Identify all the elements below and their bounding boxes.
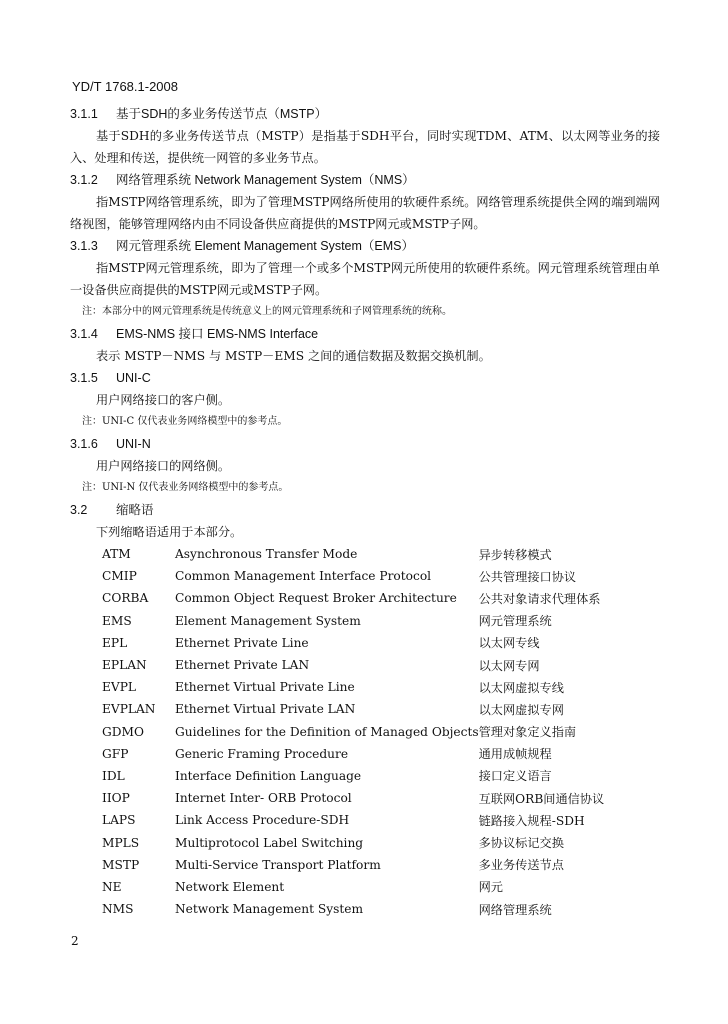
- abbreviation-term: IDL: [102, 768, 125, 783]
- abbreviation-chinese: 通用成帧规程: [478, 747, 552, 762]
- term-title: UNI-N: [116, 437, 151, 451]
- term-title: 网络管理系统 Network Management System（NMS）: [116, 173, 415, 187]
- abbreviation-term: EPLAN: [102, 658, 147, 673]
- abbreviation-chinese: 异步转移模式: [478, 547, 552, 562]
- abbreviation-term: CMIP: [102, 569, 137, 584]
- term-3-1-4: [70, 323, 660, 367]
- term-note: 注：UNI-C 仅代表业务网络模型中的参考点。: [82, 416, 288, 427]
- abbreviation-term: NE: [102, 879, 122, 894]
- abbreviation-term: MPLS: [102, 835, 140, 850]
- abbreviation-term: EMS: [102, 613, 132, 628]
- abbreviation-chinese: 网元: [478, 880, 503, 895]
- abbreviation-english: Interface Definition Language: [175, 768, 362, 783]
- term-title: 基于SDH的多业务传送节点（MSTP）: [116, 107, 328, 121]
- abbreviation-chinese: 以太网专线: [478, 636, 540, 651]
- section-title: 缩略语: [116, 503, 154, 517]
- page-content: [70, 103, 660, 920]
- abbreviation-row: [102, 654, 604, 676]
- term-definition: 指MSTP网络管理系统，即为了管理MSTP网络所使用的软硬件系统。网络管理系统提供全网的端到端网络视图，能够管理网络内由不同设备供应商提供的MSTP网元或MSTP子网。: [70, 195, 660, 231]
- section-heading: [70, 499, 660, 521]
- abbreviation-row: [102, 765, 604, 787]
- abbreviation-term: EVPL: [102, 680, 136, 695]
- term-note: 注：UNI-N 仅代表业务网络模型中的参考点。: [82, 482, 289, 493]
- abbreviation-row: [102, 721, 604, 743]
- abbreviation-english: Ethernet Virtual Private Line: [175, 680, 355, 695]
- abbreviation-chinese: 网元管理系统: [478, 614, 552, 629]
- term-heading: [70, 433, 660, 455]
- term-title: UNI-C: [116, 371, 151, 385]
- abbreviation-chinese: 网络管理系统: [478, 902, 552, 917]
- abbreviation-chinese: 链路接入规程-SDH: [478, 813, 585, 828]
- abbreviation-row: [102, 698, 604, 720]
- abbreviation-row: [102, 898, 604, 920]
- term-definition: 表示 MSTP－NMS 与 MSTP－EMS 之间的通信数据及数据交换机制。: [96, 349, 491, 363]
- term-title: EMS-NMS 接口 EMS-NMS Interface: [116, 327, 319, 341]
- abbreviation-term: LAPS: [102, 813, 136, 828]
- abbreviation-english: Element Management System: [175, 613, 361, 628]
- term-definition: 指MSTP网元管理系统，即为了管理一个或多个MSTP网元所使用的软硬件系统。网元管理系统管理由单一设备供应商提供的MSTP网元或MSTP子网。: [70, 261, 660, 297]
- abbreviation-row: [102, 676, 604, 698]
- abbreviation-term: GFP: [102, 746, 129, 761]
- term-definition: 用户网络接口的网络侧。: [96, 459, 231, 473]
- abbreviation-chinese: 公共管理接口协议: [478, 569, 577, 584]
- abbreviation-row: [102, 610, 604, 632]
- term-3-1-3: [70, 235, 660, 323]
- abbreviations-intro: 下列缩略语适用于本部分。: [96, 525, 243, 539]
- abbreviations-section: [70, 499, 660, 920]
- abbreviation-term: GDMO: [102, 724, 144, 739]
- abbreviation-english: Ethernet Virtual Private LAN: [175, 702, 356, 717]
- abbreviation-chinese: 公共对象请求代理体系: [478, 591, 601, 606]
- abbreviation-english: Link Access Procedure-SDH: [175, 813, 350, 828]
- abbreviation-chinese: 多协议标记交换: [478, 836, 564, 851]
- abbreviation-english: Multi-Service Transport Platform: [175, 857, 381, 872]
- abbreviation-english: Guidelines for the Definition of Managed Objects: [175, 724, 479, 739]
- abbreviation-row: [102, 809, 604, 831]
- abbreviation-term: ATM: [102, 547, 131, 562]
- term-3-1-6: [70, 433, 660, 499]
- abbreviation-english: Multiprotocol Label Switching: [175, 835, 364, 850]
- abbreviation-english: Ethernet Private Line: [175, 635, 309, 650]
- abbreviation-chinese: 多业务传送节点: [478, 858, 564, 873]
- abbreviation-row: [102, 876, 604, 898]
- page-number: 2: [71, 934, 79, 948]
- abbreviation-row: [102, 854, 604, 876]
- term-note: 注：本部分中的网元管理系统是传统意义上的网元管理系统和子网管理系统的统称。: [82, 306, 452, 317]
- abbreviation-row: [102, 831, 604, 853]
- term-title: 网元管理系统 Element Management System（EMS）: [116, 239, 414, 253]
- term-number: 3.1.3: [70, 239, 98, 253]
- abbreviation-english: Internet Inter- ORB Protocol: [175, 791, 352, 806]
- abbreviation-term: EPL: [102, 635, 128, 650]
- abbreviation-chinese: 以太网虚拟专线: [478, 680, 564, 695]
- abbreviation-row: [102, 565, 604, 587]
- abbreviation-english: Common Object Request Broker Architecture: [175, 591, 457, 606]
- term-3-1-1: [70, 103, 660, 169]
- abbreviation-chinese: 互联网ORB间通信协议: [478, 791, 605, 806]
- abbreviation-english: Common Management Interface Protocol: [175, 569, 432, 584]
- term-number: 3.1.2: [70, 173, 98, 187]
- abbreviation-chinese: 以太网专网: [478, 658, 540, 673]
- abbreviation-term: MSTP: [102, 857, 140, 872]
- abbreviation-english: Network Element: [175, 879, 285, 894]
- term-3-1-5: [70, 367, 660, 433]
- abbreviation-english: Ethernet Private LAN: [175, 658, 310, 673]
- abbreviations-table: [102, 543, 604, 920]
- abbreviation-row: [102, 743, 604, 765]
- abbreviation-term: EVPLAN: [102, 702, 156, 717]
- abbreviation-row: [102, 587, 604, 609]
- abbreviation-term: IIOP: [102, 791, 130, 806]
- abbreviation-row: [102, 543, 604, 565]
- abbreviation-english: Network Management System: [175, 902, 364, 917]
- term-heading: [70, 103, 660, 125]
- abbreviation-chinese: 管理对象定义指南: [478, 725, 577, 740]
- term-number: 3.1.4: [70, 327, 98, 341]
- term-heading: [70, 235, 660, 257]
- abbreviation-row: [102, 787, 604, 809]
- abbreviation-chinese: 以太网虚拟专网: [478, 702, 564, 717]
- term-number: 3.1.5: [70, 371, 98, 385]
- term-heading: [70, 323, 660, 345]
- term-number: 3.1.6: [70, 437, 98, 451]
- abbreviation-term: CORBA: [102, 591, 149, 606]
- standard-number-header: YD/T 1768.1-2008: [72, 79, 178, 94]
- abbreviation-chinese: 接口定义语言: [478, 769, 552, 784]
- abbreviation-english: Asynchronous Transfer Mode: [175, 547, 358, 562]
- term-definition: 用户网络接口的客户侧。: [96, 393, 231, 407]
- abbreviation-row: [102, 632, 604, 654]
- term-definition: 基于SDH的多业务传送节点（MSTP）是指基于SDH平台，同时实现TDM、ATM、以太网等业务的接入、处理和传送，提供统一网管的多业务节点。: [70, 129, 660, 165]
- abbreviation-term: NMS: [102, 902, 134, 917]
- term-number: 3.1.1: [70, 107, 98, 121]
- term-heading: [70, 169, 660, 191]
- term-heading: [70, 367, 660, 389]
- section-number: 3.2: [70, 503, 88, 517]
- term-3-1-2: [70, 169, 660, 235]
- abbreviation-english: Generic Framing Procedure: [175, 746, 349, 761]
